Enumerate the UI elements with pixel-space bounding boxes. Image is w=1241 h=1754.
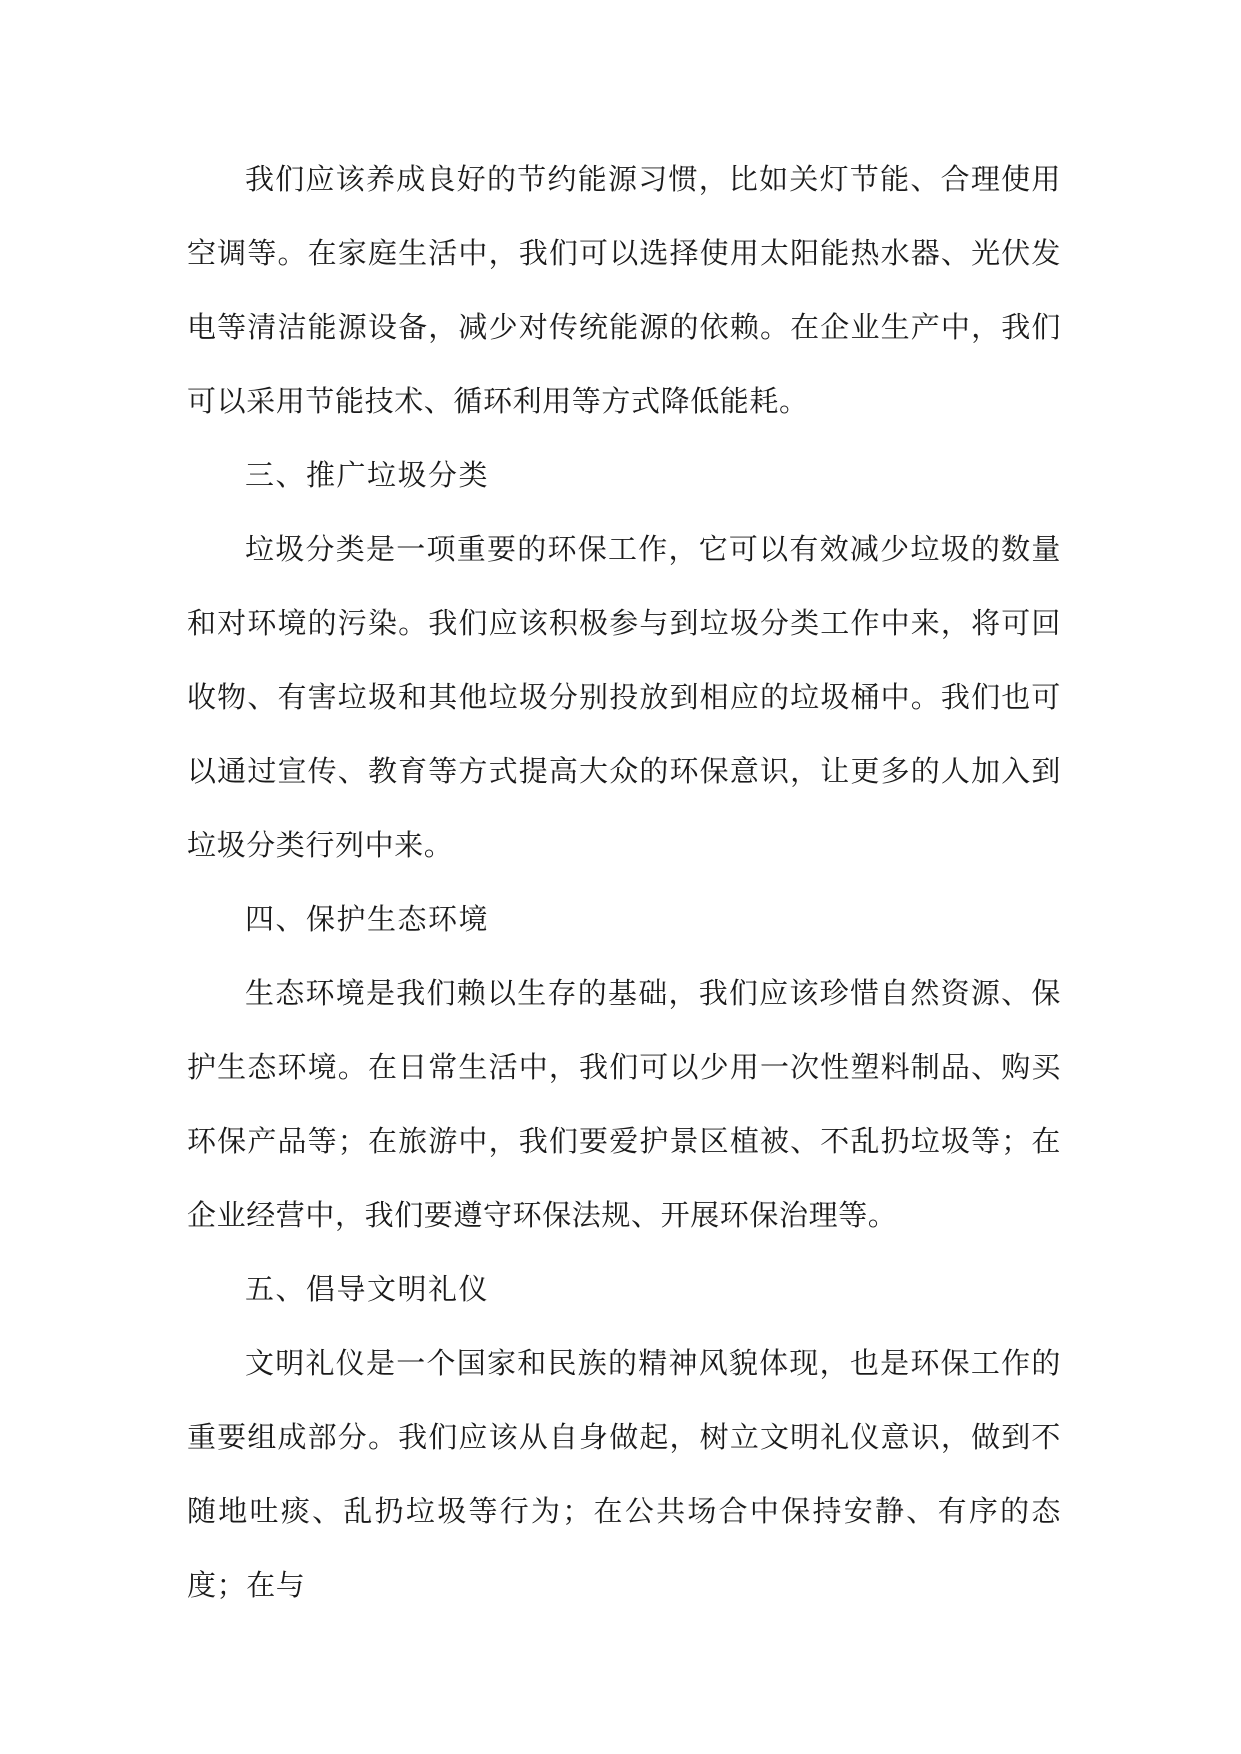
- section-heading-ecology: 四、保护生态环境: [245, 902, 490, 936]
- paragraph-etiquette: 文明礼仪是一个国家和民族的精神风貌体现，也是环保工作的重要组成部分。我们应该从自身做起，树立文明礼仪意识，做到不随地吐痰、乱扔垃圾等行为；在公共场合中保持安静、有序的态度；在与: [187, 1346, 1061, 1602]
- section-heading-garbage-sorting: 三、推广垃圾分类: [245, 458, 490, 492]
- document-body: [187, 142, 1061, 1622]
- section-heading-etiquette: 五、倡导文明礼仪: [245, 1272, 490, 1306]
- paragraph-ecology: 生态环境是我们赖以生存的基础，我们应该珍惜自然资源、保护生态环境。在日常生活中，我们可以少用一次性塑料制品、购买环保产品等；在旅游中，我们要爱护景区植被、不乱扔垃圾等；在企业经营中，我们要遵守环保法规、开展环保治理等。: [187, 976, 1061, 1232]
- paragraph-garbage-sorting: 垃圾分类是一项重要的环保工作，它可以有效减少垃圾的数量和对环境的污染。我们应该积极参与到垃圾分类工作中来，将可回收物、有害垃圾和其他垃圾分别投放到相应的垃圾桶中。我们也可以通过宣传、教育等方式提高大众的环保意识，让更多的人加入到垃圾分类行列中来。: [187, 532, 1061, 862]
- paragraph-energy-saving: 我们应该养成良好的节约能源习惯，比如关灯节能、合理使用空调等。在家庭生活中，我们可以选择使用太阳能热水器、光伏发电等清洁能源设备，减少对传统能源的依赖。在企业生产中，我们可以采用节能技术、循环利用等方式降低能耗。: [187, 162, 1061, 418]
